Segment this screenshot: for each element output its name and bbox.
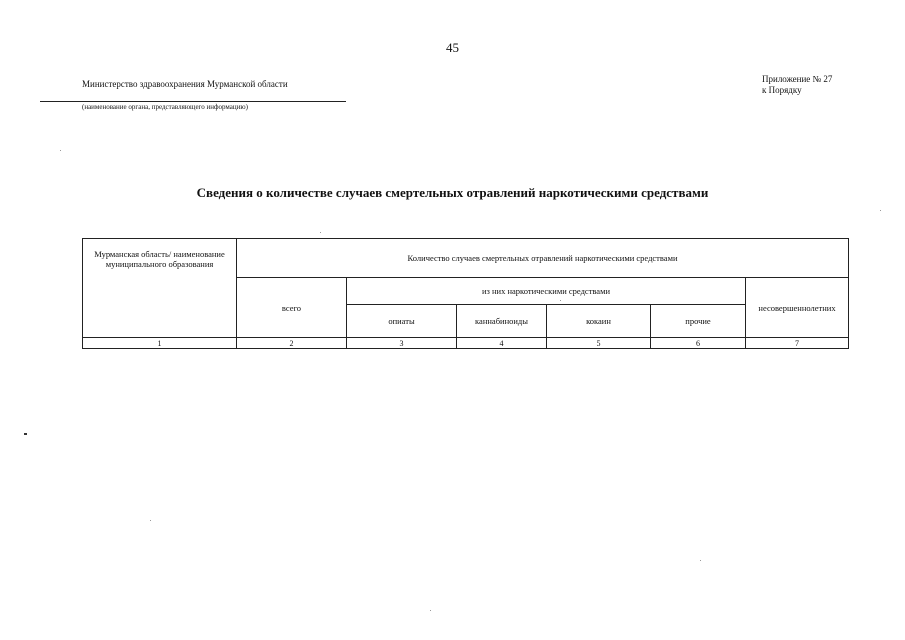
column-number: 3 — [347, 338, 457, 349]
column-number: 1 — [83, 338, 237, 349]
column-number-row — [83, 338, 849, 349]
cocaine-header: кокаин — [547, 305, 651, 338]
opiates-header: опиаты — [347, 305, 457, 338]
column-number: 7 — [746, 338, 849, 349]
report-table — [82, 238, 849, 349]
appendix-reference — [762, 74, 832, 96]
region-header: Мурманская область/ наименование муниципального образования — [83, 239, 237, 338]
cannabinoids-header: каннабиноиды — [457, 305, 547, 338]
scan-speck — [320, 232, 321, 233]
column-number: 6 — [651, 338, 746, 349]
minors-header: несовершеннолетних — [746, 278, 849, 338]
scan-speck — [24, 433, 27, 435]
scan-speck — [430, 610, 431, 611]
document-title: Сведения о количестве случаев смертельных отравлений наркотическими средствами — [196, 185, 709, 200]
appendix-line-2: к Порядку — [762, 85, 802, 95]
count-header: Количество случаев смертельных отравлений наркотическими средствами — [237, 239, 849, 278]
scan-speck — [700, 560, 701, 561]
scan-speck — [150, 520, 151, 521]
appendix-line-1: Приложение № 27 — [762, 74, 833, 84]
other-header: прочие — [651, 305, 746, 338]
organization-name: Министерство здравоохранения Мурманской области — [82, 79, 288, 89]
of-which-header: из них наркотическими средствами — [347, 278, 746, 305]
page-number: 45 — [446, 40, 459, 55]
scan-speck — [560, 300, 561, 301]
scan-speck — [880, 210, 881, 211]
column-number: 4 — [457, 338, 547, 349]
total-header: всего — [237, 278, 347, 338]
scan-speck — [60, 150, 61, 151]
organization-underline — [40, 101, 346, 102]
column-number: 5 — [547, 338, 651, 349]
column-number: 2 — [237, 338, 347, 349]
organization-caption: (наименование органа, представляющего информацию) — [82, 103, 248, 111]
